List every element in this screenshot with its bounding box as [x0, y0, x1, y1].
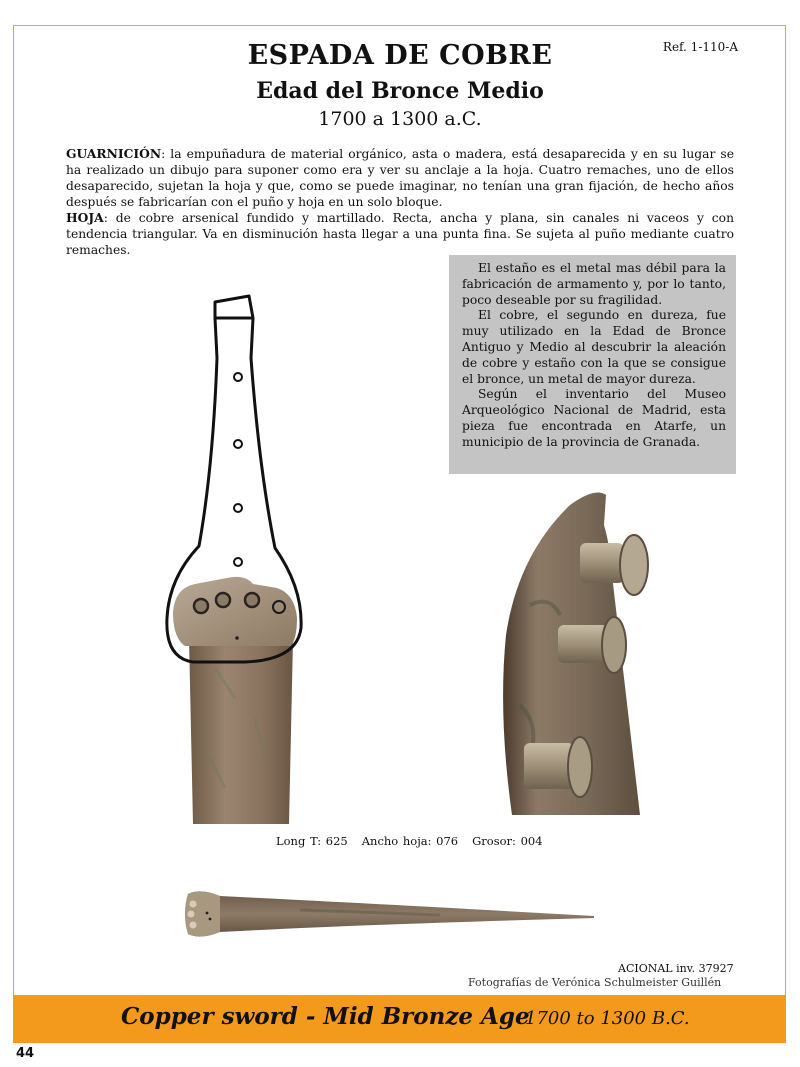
guarnicion-label: GUARNICIÓN	[66, 146, 162, 161]
guarnicion-text: : la empuñadura de material orgánico, asta o madera, está desaparecida y en su lugar se ha realizado un dibujo para suponer como era y ver su anclaje a la hoja. Cuatro remaches, uno de ellos desaparecido, sujetan la hoja y que, como se puede imaginar, no tenían una gran fijación, de hecho años después se fabricarían con el puño y hoja en un solo bloque.	[66, 147, 734, 209]
hoja-text: : de cobre arsenical fundido y martillado. Recta, ancha y plana, sin canales ni vaceos y con tendencia triangular. Va en disminución hasta llegar a una punta fina. Se sujeta al puño mediante cuatro remaches.	[66, 211, 734, 257]
measure-thickness: Grosor: 004	[472, 834, 543, 848]
date-range: 1700 a 1300 a.C.	[318, 108, 482, 130]
measure-width: Ancho hoja: 076	[361, 834, 459, 848]
hoja-label: HOJA	[66, 210, 104, 225]
banner-title: Copper sword - Mid Bronze Age	[121, 1003, 530, 1030]
rivet-closeup-photo	[490, 485, 650, 815]
museum-inventory-credit: ACIONAL inv. 37927	[618, 962, 734, 975]
page-number: 44	[16, 1046, 35, 1061]
page-subtitle: Edad del Bronce Medio	[256, 78, 544, 104]
english-title-banner	[13, 995, 786, 1043]
sidebox-paragraph: Según el inventario del Museo Arqueológico Nacional de Madrid, esta pieza fue encontrada en Atarfe, un municipio de la provincia de Granada.	[462, 387, 726, 449]
description-text	[66, 146, 734, 258]
measure-length: Long T: 625	[276, 834, 348, 848]
sword-hilt-reconstruction-image	[155, 288, 315, 828]
sidebox-paragraph: El estaño es el metal mas débil para la fabricación de armamento y, por lo tanto, poco deseable por su fragilidad.	[462, 261, 726, 307]
info-sidebox	[449, 255, 736, 474]
page-title: ESPADA DE COBRE	[247, 40, 553, 71]
banner-dates: 1700 to 1300 B.C.	[525, 1008, 690, 1029]
sidebox-paragraph: El cobre, el segundo en dureza, fue muy utilizado en la Edad de Bronce Antiguo y Medio al descubrir la aleación de cobre y estaño con la que se consigue el bronce, un metal de mayor dureza.	[462, 308, 726, 386]
full-sword-photo	[180, 882, 600, 942]
reference-code: Ref. 1-110-A	[662, 40, 738, 54]
measurements	[276, 834, 557, 848]
photo-credit: Fotografías de Verónica Schulmeister Guillén	[468, 976, 722, 989]
